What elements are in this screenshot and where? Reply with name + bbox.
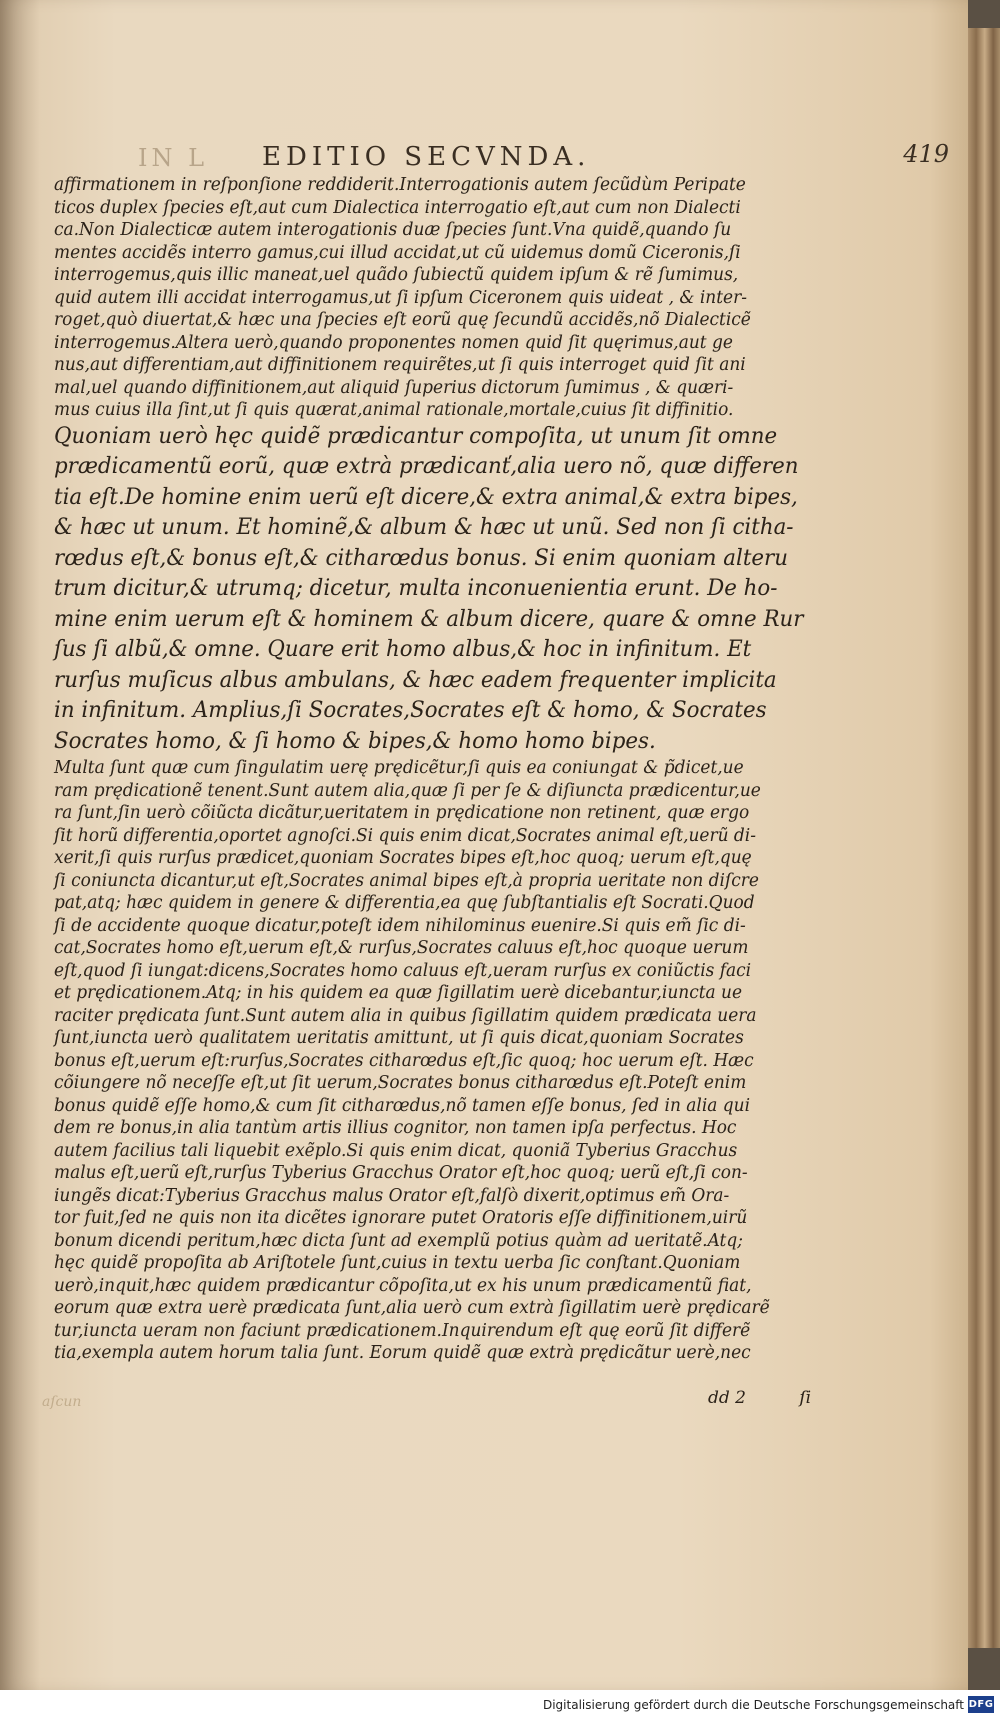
- text-line: iungẽs dicat:Tyberius Gracchus malus Orator eſt,falſò dixerit,optimus em̃ Ora-: [54, 1185, 730, 1206]
- text-line: interrogemus.Altera uerò,quando proponentes nomen quid ſit quęrimus,aut ge: [54, 332, 733, 353]
- text-line: ca.Non Dialecticæ autem interogationis duæ ſpecies ſunt.Vna quidẽ,quando ſu: [54, 220, 732, 240]
- dfg-logo: DFG: [968, 1696, 994, 1713]
- text-line: tia,exempla autem horum talia ſunt. Eorum quidẽ quæ extrà prędicãtur uerè,nec: [54, 1343, 751, 1363]
- text-line: cõiungere nõ neceſſe eſt,ut ſit uerum,Socrates bonus citharœdus eſt.Poteſt enim: [54, 1073, 747, 1093]
- text-line: tur,iuncta ueram non faciunt prædicationem.Inquirendum eſt quę eorũ ſit differẽ: [54, 1320, 751, 1341]
- faded-bleed-text: aſcun: [42, 1394, 82, 1410]
- text-line: uerò,inquit,hæc quidem prædicantur cõpoſita,ut ex his unum prædicamentũ fiat,: [54, 1275, 752, 1296]
- text-line: mus cuius illa ſint,ut ſi quis quærat,animal rationale,mortale,cuius ſit diffinitio.: [54, 400, 734, 420]
- text-line: raciter prędicata ſunt.Sunt autem alia in quibus ſigillatim quidem prædicata uera: [54, 1005, 757, 1026]
- text-line: quid autem illi accidat interrogamus,ut ſi ipſum Ciceronem quis uideat , & inter-: [54, 287, 747, 308]
- text-line: ticos duplex ſpecies eſt,aut cum Dialectica interrogatio eſt,aut cum non Dialecti: [54, 197, 741, 218]
- header-title: EDITIO SECVNDA.: [262, 142, 591, 172]
- text-line: et prędicationem.Atq; in his quidem ea quæ ſigillatim uerè dicebantur,iuncta ue: [54, 983, 743, 1003]
- text-line: mine enim uerum eſt & hominem & album dicere, quare & omne Rur: [54, 606, 804, 632]
- header-faded-text: IN L: [138, 144, 209, 172]
- footer-bar: [0, 1690, 1000, 1721]
- text-line: ſunt,iuncta uerò qualitatem ueritatis amittunt, ut ſi quis dicat,quoniam Socrates: [54, 1028, 744, 1048]
- text-line: ſi de accidente quoque dicatur,poteſt idem nihilominus euenire.Si quis em̃ ſic di-: [54, 915, 746, 936]
- text-line: tia eſt.De homine enim uerũ eſt dicere,& extra animal,& extra bipes,: [54, 484, 798, 510]
- paragraph-commentary-1: [54, 174, 968, 422]
- text-line: prædicamentũ eorũ, quæ extrà prædicanť,alia uero nõ, quæ differen: [54, 454, 799, 479]
- footer-credit: Digitalisierung gefördert durch die Deutsche Forschungsgemeinschaft: [542, 1698, 964, 1712]
- text-line: ſi coniuncta dicantur,ut eſt,Socrates animal bipes eſt,à propria ueritate non diſcre: [54, 870, 759, 891]
- text-line: bonus eſt,uerum eſt:rurſus,Socrates citharœdus eſt,ſic quoq; hoc uerum eſt. Hæc: [54, 1050, 754, 1071]
- text-line: autem facilius tali liquebit exẽplo.Si quis enim dicat, quoniã Tyberius Gracchus: [54, 1140, 738, 1161]
- text-line: xerit,ſi quis rurſus prædicet,quoniam Socrates bipes eſt,hoc quoq; uerum eſt,quę: [54, 848, 752, 868]
- text-line: ſit horũ differentia,oportet agnoſci.Si quis enim dicat,Socrates animal eſt,uerũ di-: [54, 825, 756, 846]
- text-line: interrogemus,quis illic maneat,uel quãdo ſubiectũ quidem ipſum & rẽ ſumimus,: [54, 265, 739, 285]
- book-page-edges: [966, 28, 1000, 1648]
- signature-mark: dd 2: [708, 1388, 746, 1408]
- text-line: trum dicitur,& utrumq; dicetur, multa inconuenientia erunt. De ho-: [54, 576, 778, 601]
- text-line: bonum dicendi peritum,hæc dicta ſunt ad exemplũ potius quàm ad ueritatẽ.Atq;: [54, 1230, 743, 1251]
- text-line: ra ſunt,ſin uerò cõiũcta dicãtur,ueritatem in prędicatione non retinent, quæ ergo: [54, 803, 750, 823]
- text-line: Socrates homo, & ſi homo & bipes,& homo homo bipes.: [54, 728, 656, 754]
- text-line: hęc quidẽ propoſita ab Ariſtotele ſunt,cuius in textu uerba ſic conſtant.Quoniam: [54, 1253, 741, 1273]
- page-gutter-shadow: [0, 0, 40, 1690]
- text-line: bonus quidẽ eſſe homo,& cum ſit citharœdus,nõ tamen eſſe bonus, ſed in alia qui: [54, 1095, 751, 1116]
- text-line: dem re bonus,in alia tantùm artis illius cognitor, non tamen ipſa perfectus. Hoc: [54, 1118, 737, 1138]
- page-body: [54, 174, 968, 1365]
- text-line: roget,quò diuertat,& hæc una ſpecies eſt eorũ quę ſecundũ accidẽs,nõ Dialecticẽ: [54, 310, 751, 330]
- text-line: eorum quæ extra uerè prædicata ſunt,alia uerò cum extrà ſigillatim uerè prędicarẽ: [54, 1298, 770, 1318]
- running-header: [50, 142, 950, 178]
- paragraph-aristotle-text: [54, 422, 968, 758]
- text-line: cat,Socrates homo eſt,uerum eſt,& rurſus,Socrates caluus eſt,hoc quoque uerum: [54, 938, 749, 958]
- signature-line: [708, 1388, 968, 1408]
- text-line: rœdus eſt,& bonus eſt,& citharœdus bonus. Si enim quoniam alteru: [54, 545, 788, 571]
- text-line: mentes accidẽs interro gamus,cui illud accidat,ut cũ uidemus domũ Ciceronis,ſi: [54, 242, 741, 263]
- text-line: malus eſt,uerũ eſt,rurſus Tyberius Gracchus Orator eſt,hoc quoq; uerũ eſt,ſi con-: [54, 1163, 748, 1183]
- text-line: tor fuit,ſed ne quis non ita dicẽtes ignorare putet Oratoris eſſe diffinitionem,uirũ: [54, 1208, 748, 1228]
- text-line: eſt,quod ſi iungat:dicens,Socrates homo caluus eſt,ueram rurſus ex coniũctis faci: [54, 960, 752, 981]
- text-line: pat,atq; hæc quidem in genere & differentia,ea quę ſubſtantialis eſt Socrati.Quod: [54, 893, 755, 913]
- text-line: & hæc ut unum. Et hominẽ,& album & hæc ut unũ. Sed non ſi citha-: [54, 515, 794, 540]
- page-number: 419: [903, 140, 949, 168]
- text-line: ram prędicationẽ tenent.Sunt autem alia,quæ ſi per ſe & diſiuncta prædicentur,ue: [54, 780, 761, 801]
- text-line: Multa ſunt quæ cum ſingulatim uerę prędicẽtur,ſi quis ea coniungat & p̃dicet,ue: [54, 758, 744, 778]
- text-line: rurſus muſicus albus ambulans, & hæc eadem frequenter implicita: [54, 667, 777, 693]
- text-line: mal,uel quando diffinitionem,aut aliquid ſuperius dictorum ſumimus , & quæri-: [54, 377, 734, 398]
- text-line: affirmationem in reſponſione reddiderit.Interrogationis autem ſecũdùm Peripate: [54, 175, 746, 195]
- catchword: ſi: [799, 1388, 812, 1408]
- paragraph-commentary-2: [54, 757, 968, 1365]
- text-line: ſus ſi albũ,& omne. Quare erit homo albus,& hoc in infinitum. Et: [54, 637, 752, 662]
- text-line: in infinitum. Amplius,ſi Socrates,Socrates eſt & homo, & Socrates: [54, 698, 767, 723]
- text-line: nus,aut differentiam,aut diffinitionem requirẽtes,ut ſi quis interroget quid ſit ani: [54, 355, 746, 375]
- text-line: Quoniam uerò hęc quidẽ prædicantur compoſita, ut unum ſit omne: [54, 423, 778, 449]
